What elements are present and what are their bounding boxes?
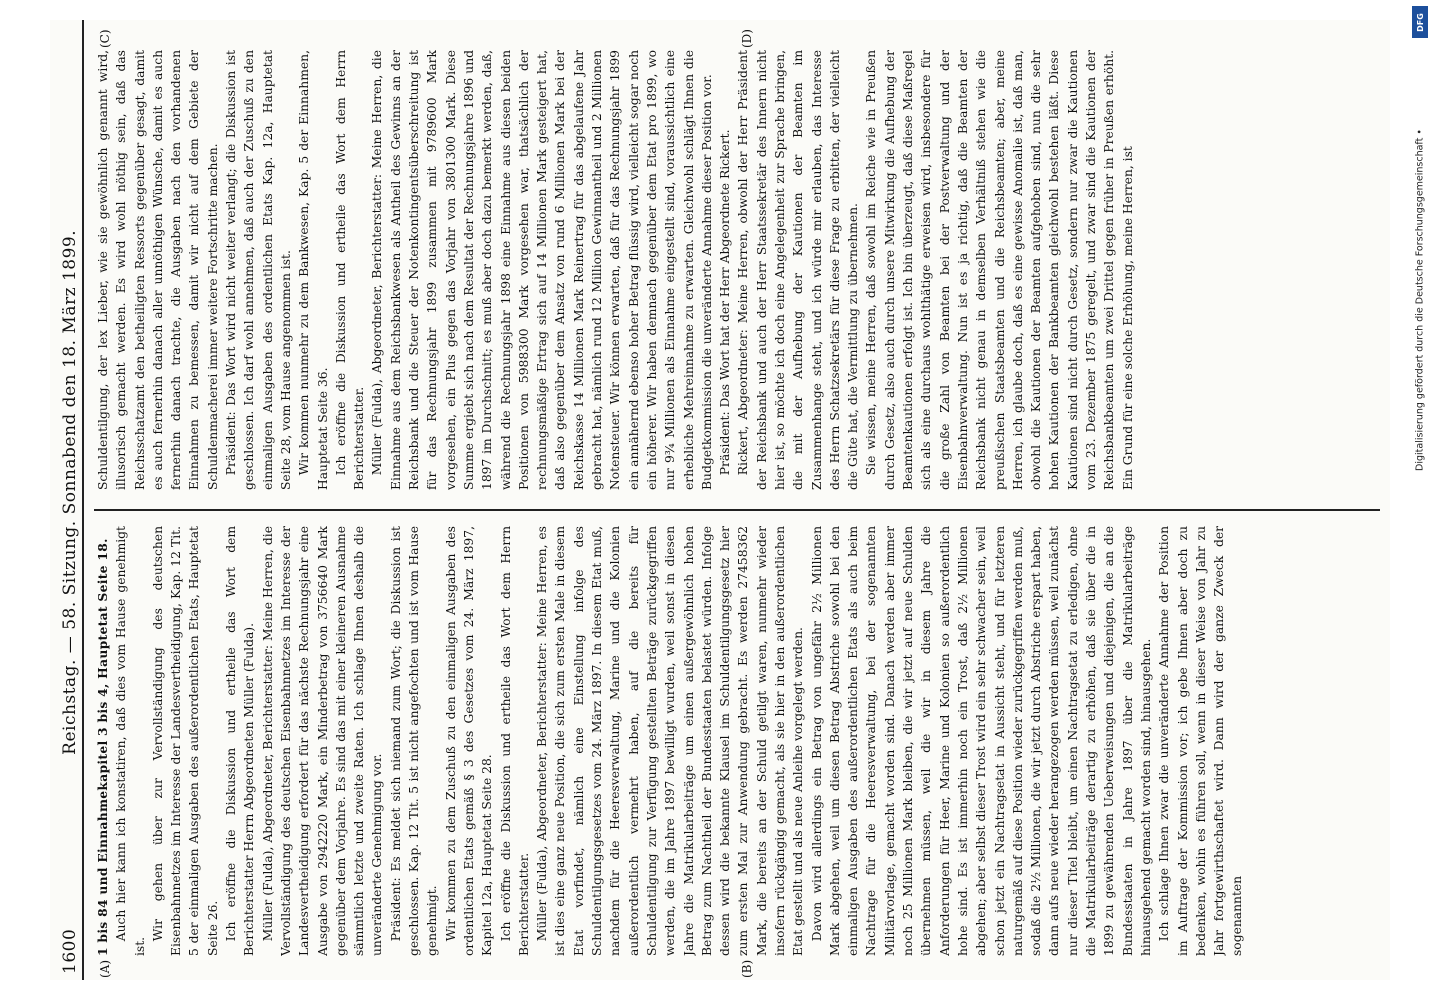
left-column	[94, 526, 1380, 956]
column-divider	[94, 509, 1380, 511]
paragraph: 1 bis 84 und Einnahmekapitel 3 bis 4, Hauptetat Seite 18.	[95, 538, 110, 956]
paragraph: Auch hier kann ich konstatiren, daß dies vom Hause genehmigt ist.	[114, 526, 147, 956]
margin-marker-b: (B)	[740, 959, 754, 978]
paragraph: Ich eröffne die Diskussion und ertheile das Wort dem Herrn Berichterstatter.	[333, 50, 367, 490]
paragraph: Schuldentilgung, der lex Lieber, wie sie gewöhnlich genannt wird, illusorisch gemacht werden. Es wird wohl nöthig sein, daß das Reichsschatzamt den betheiligten Ressorts gegenüber gesagt, damit es auch fernerhin danach aller unnöthigen Wünsche, damit es auch fernerhin danach trachte, die Ausgaben nach den vorhandenen Einnahmen zu bemessen, damit wir nicht auf dem Gebiete der Schuldenmacherei immer weitere Fortschritte machen.	[96, 50, 220, 490]
paragraph: Wir kommen zu dem Zuschuß zu den einmaligen Ausgaben des ordentlichen Etats gemäß § 3 des Gesetzes vom 24. März 1897, Kapitel 12a, Hauptetat Seite 28.	[443, 526, 495, 956]
paragraph: Präsident: Das Wort hat der Herr Abgeordnete Rickert.	[718, 129, 733, 476]
margin-marker-d: (D)	[740, 29, 754, 48]
paragraph: Müller (Fulda), Abgeordneter, Berichterstatter: Meine Herren, es ist dies eine ganz neue Position, die sich zum ersten Male in diesem Etat vorfindet, nämlich eine Einstellung infolge des Schuldentilgungsgesetzes vom 24. März 1897. In diesem Etat muß, nachdem für die Heeresverwaltung, Marine und die Kolonien außerordentlich vermehrt haben, auf die bereits für Schuldentilgung zur Verfügung gestellten Beträge zurückgegriffen werden, die im Jahre 1897 bewilligt wurden, weil sonst in diesen Jahre die Matrikularbeiträge um einen außergewöhnlich hohen Betrag zum Nachtheil der Bundesstaaten belastet würden. Infolge dessen wird die bekannte Klausel im Schuldentilgungsgesetz hier zum ersten Mal zur Anwendung gebracht. Es werden 27458362 Mark, die bereits an der Schuld getilgt waren, nunmehr wieder insofern rückgängig gemacht, als sie hier in den außerordentlichen Etat gestellt und als neue Anleihe vorgelegt werden.	[535, 526, 806, 956]
paragraph: Müller (Fulda), Abgeordneter, Berichterstatter: Meine Herren, die Vervollständigung des deutschen Eisenbahnnetzes im Interesse der Landesvertheidigung erfordert für das nächste Rechnungsjahr eine Ausgabe von 2942220 Mark, ein Minderbetrag von 3756640 Mark gegenüber dem Vorjahre. Es sind das mit einer kleineren Ausnahme sämmtlich letzte und zweite Raten. Ich schlage Ihnen deshalb die unveränderte Genehmigung vor.	[260, 526, 385, 956]
paragraph: Präsident: Das Wort wird nicht weiter verlangt; die Diskussion ist geschlossen. Ich darf wohl annehmen, daß auch der Zuschuß zu den einmaligen Ausgaben des ordentlichen Etats Kap. 12a, Hauptetat Seite 28, vom Hause angenommen ist.	[224, 50, 293, 490]
paragraph: Ich eröffne die Diskussion und ertheile das Wort dem Berichterstatter Herrn Abgeordneten Müller (Fulda).	[224, 526, 257, 956]
paragraph: Wir gehen über zur Vervollständigung des deutschen Eisenbahnnetzes im Interesse der Landesvertheidigung, Kap. 12 Tit. 5 der einmaligen Ausgaben des außerordentlichen Etats, Hauptetat Seite 26.	[150, 526, 220, 956]
paragraph: Sie wissen, meine Herren, daß sowohl im Reiche wie in Preußen durch Gesetz, also auch durch unsere Mitwirkung die Aufhebung der Beamtenkautionen erfolgt ist. Ich bin überzeugt, daß diese Maßregel sich als eine durchaus wohlthätige erweisen wird, insbesondere für die große Zahl von Beamten bei der Postverwaltung und der Eisenbahnverwaltung. Nun ist es ja richtig, daß die Beamten der Reichsbank nicht genau in demselben Verhältniß stehen wie die preußischen Staatsbeamten und die Reichsbeamten; aber, meine Herren, ich glaube doch, daß es eine gewisse Anomalie ist, daß man, obwohl die Kautionen der Beamten aufgehoben sind, nun die sehr hohen Kautionen der Bankbeamten gleichwohl bestehen läßt. Diese Kautionen sind nicht durch Gesetz, sondern nur zwar die Kautionen vom 23. Dezember 1875 geregelt, und zwar sind die Kautionen der Reichsbankbeamten um zwei Drittel gegen früher in Preußen erhöht. Ein Grund für eine solche Erhöhung, meine Herren, ist	[864, 50, 1135, 490]
paragraph: Präsident: Es meldet sich niemand zum Wort; die Diskussion ist geschlossen. Kap. 12 Tit. 5 ist nicht angefochten und ist vom Hause genehmigt.	[388, 526, 440, 956]
margin-marker-c: (C)	[98, 29, 112, 48]
paragraph: Ich schlage Ihnen zwar die unveränderte Annahme der Position im Auftrage der Kommission vor; ich gebe Ihnen aber doch zu bedenken, wohin es führen soll, wenn in dieser Weise von Jahr zu Jahr fortgewirthschaftet wird. Dann wird der ganze Zweck der sogenannten	[1157, 526, 1245, 956]
page-number: 1600	[60, 928, 80, 974]
paragraph: Wir kommen nunmehr zu dem Bankwesen, Kap. 5 der Einnahmen, Hauptetat Seite 36.	[297, 50, 330, 490]
right-column	[94, 50, 1380, 490]
digitization-note: Digitalisierung gefördert durch die Deutsche Forschungsgemeinschaft •	[1414, 129, 1426, 471]
paragraph: Rickert, Abgeordneter: Meine Herren, obwohl der Herr Präsident der Reichsbank und auch der Herr Staatssekretär des Innern nicht hier ist, so möchte ich doch eine Angelegenheit zur Sprache bringen, die mit der Aufhebung der Kautionen der Beamten im Zusammenhange steht, und ich würde mir erlauben, das Interesse des Herrn Schatzsekretärs für diese Frage zu erbitten, der vielleicht die Güte hat, die Vermittlung zu übernehmen.	[736, 50, 861, 490]
page-title: Reichstag. — 58. Sitzung. Sonnabend den 18. März 1899.	[60, 229, 80, 755]
paragraph: Ich eröffne die Diskussion und ertheile das Wort dem Herrn Berichterstatter.	[498, 526, 531, 956]
paragraph: Müller (Fulda), Abgeordneter, Berichterstatter: Meine Herren, die Einnahme aus dem Reichsbankwesen als Antheil des Gewinns an der Reichsbank und die Steuer der Notenkontingentsüberschreitung ist für das Rechnungsjahr 1899 zusammen mit 9789600 Mark vorgesehen, ein Plus gegen das Vorjahr von 3801300 Mark. Diese Summe ergiebt sich nach dem Resultat der Rechnungsjahre 1896 und 1897 im Durchschnitt; es muß aber doch dazu bemerkt werden, daß, während die Rechnungsjahr 1898 eine Einnahme aus diesen beiden Positionen von 5988300 Mark vorgesehen war, thatsächlich der rechnungsmäßige Ertrag sich auf 14 Millionen Mark gesteigert hat, daß also gegenüber dem Ansatz von rund 6 Millionen Mark bei der Reichskasse 14 Millionen Mark Reinertrag für das abgelaufene Jahr gebracht hat, nämlich rund 12 Million Gewinnantheil und 2 Millionen Notensteuer. Wir können erwarten, daß für das Rechnungsjahr 1899 ein annähernd ebenso hoher Betrag flüssig wird, vielleicht sogar noch ein höherer. Wir haben demnach gegenüber dem Etat pro 1899, wo nur 9¾ Millionen als Einnahme eingestellt sind, voraussichtlich eine erhebliche Mehreinnahme zu erwarten. Gleichwohl schlägt Ihnen die Budgetkommission die unveränderte Annahme dieser Position vor.	[370, 50, 714, 490]
dfg-logo-icon	[1412, 6, 1428, 38]
margin-marker-a: (A)	[98, 959, 112, 978]
scanned-page	[50, 20, 1390, 980]
digitization-sidebar	[1408, 0, 1434, 1000]
page-header	[58, 20, 84, 980]
paragraph: Davon wird allerdings ein Betrag von ungefähr 2½ Millionen Mark abgehen, weil um diesen Betrag Abstriche sowohl bei den einmaligen Ausgaben des außerordentlichen Etats als auch beim Nachtrage für die Heeresverwaltung, bei der sogenannten Militärvorlage, gemacht worden sind. Danach werden aber immer noch 25 Millionen Mark bleiben, die wir jetzt auf neue Schulden übernehmen müssen, weil die wir in diesem Jahre die Anforderungen für Heer, Marine und Kolonien so außerordentlich hohe sind. Es ist immerhin noch ein Trost, daß 2½ Millionen abgehen; aber selbst dieser Trost wird ein sehr schwacher sein, weil schon jetzt ein Nachtragsetat in Aussicht steht, und für letzteren naturgemäß auf diese Position wieder zurückgegriffen werden muß, sodaß die 2½ Millionen, die wir jetzt durch Abstriche erspart haben, dann aufs neue wieder herangezogen werden müssen, weil zunächst nur dieser Titel bleibt, um einen Nachtragsetat zu erledigen, ohne die Matrikularbeiträge derartig zu erhöhen, daß sie über die in 1899 zu gewährenden Ueberweisungen und diejenigen, die an die Bundesstaaten in Jahre 1897 über die Matrikularbeiträge hinausgehend gemacht worden sind, hinausgehen.	[809, 526, 1153, 956]
dfg-logo-text: DFG	[1415, 12, 1425, 32]
